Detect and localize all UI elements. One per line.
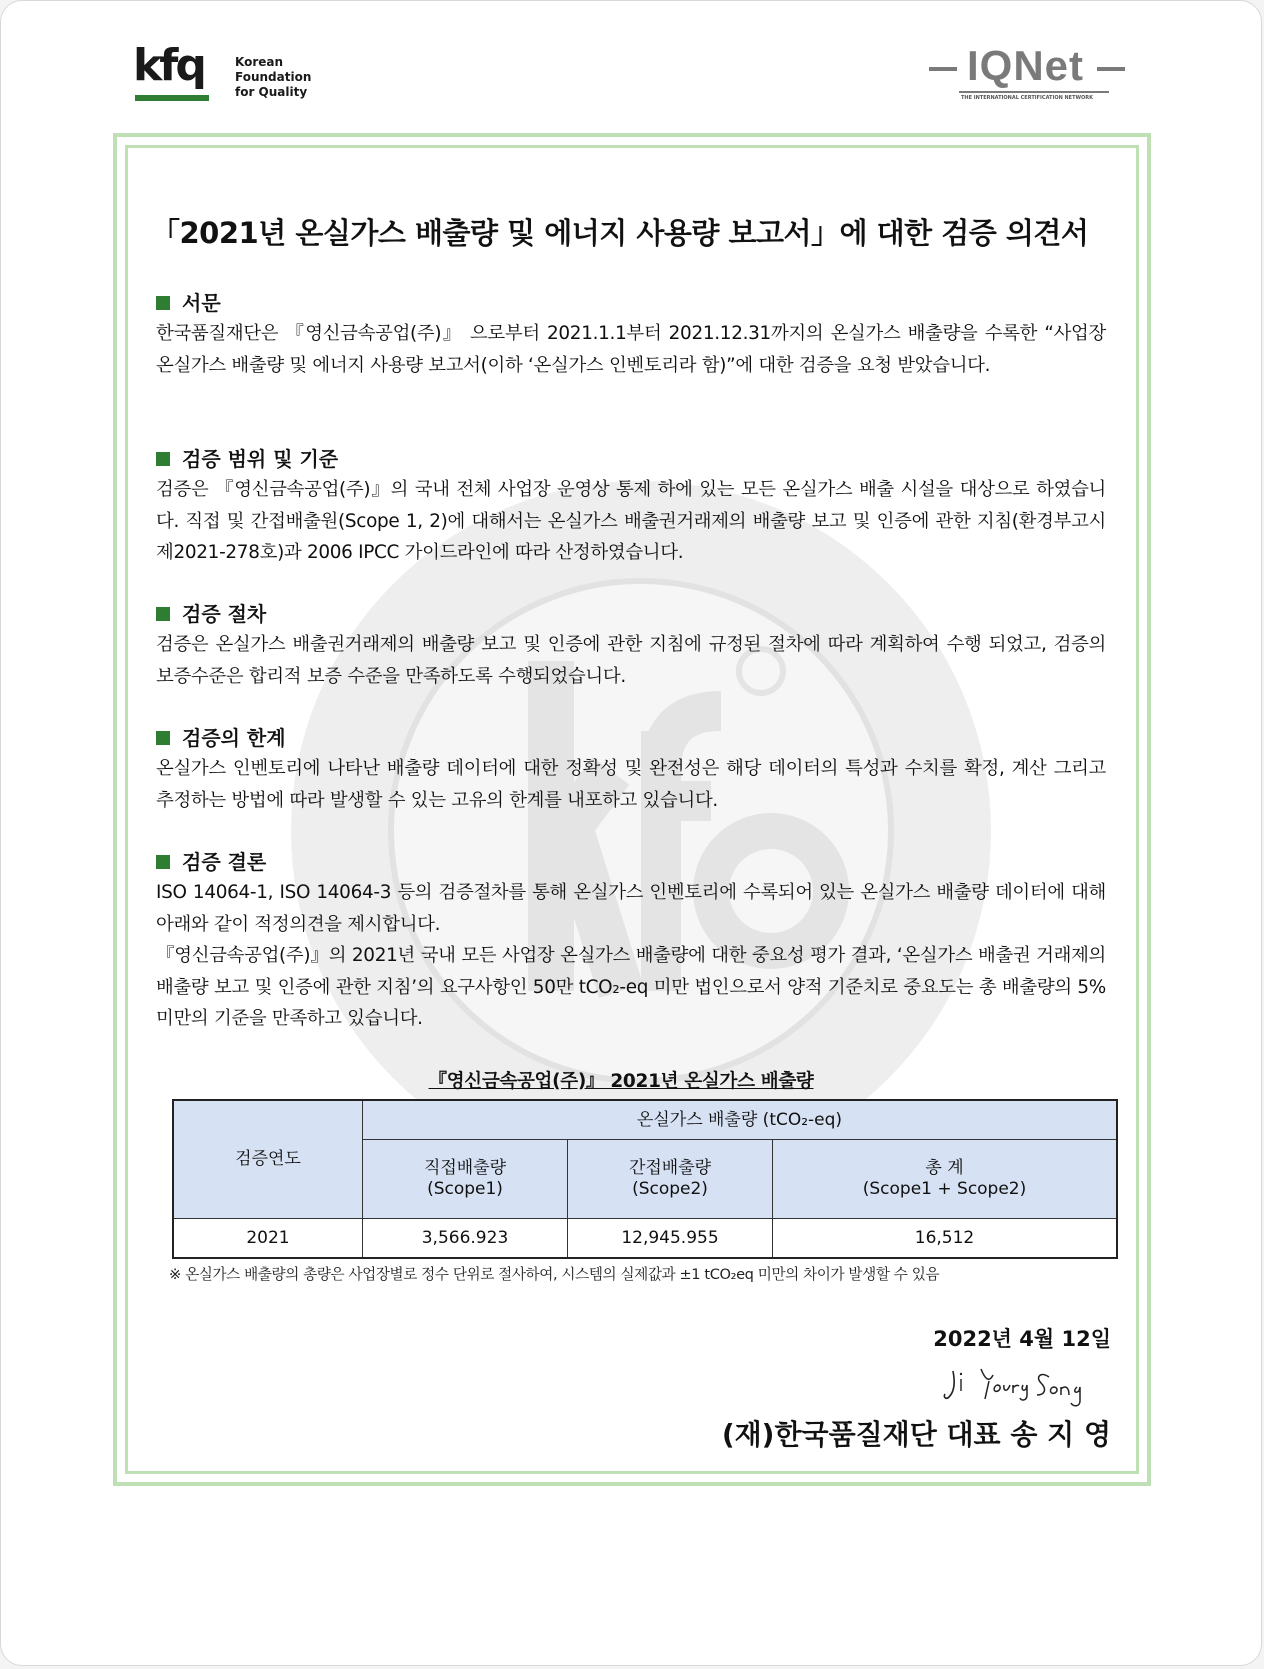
section-heading: [156, 599, 1106, 629]
kfq-logo-mark: kfq: [133, 40, 204, 91]
page-title: 「2021년 온실가스 배출량 및 에너지 사용량 보고서」에 대한 검증 의견서: [151, 216, 1089, 250]
iqnet-dash-left: [929, 67, 957, 71]
paragraph: 검증은 『영신금속공업(주)』의 국내 전체 사업장 운영상 통제 하에 있는 모든 온실가스 배출 시설을 대상으로 하였습니다. 직접 및 간접배출원(Scope 1, 2)에 대해서는 온실가스 배출권거래제의 배출량 보고 및 인증에 관한 지침(환경부고시 제2021-278호)과 2006 IPCC 가이드라인에 따라 산정하였습니다.: [156, 479, 1106, 563]
section-heading-text: 검증의 한계: [182, 726, 286, 750]
kfq-logo-text: [235, 55, 311, 100]
iqnet-logo: [929, 43, 1129, 109]
section-heading: [156, 288, 1106, 318]
paragraph: 검증은 온실가스 배출권거래제의 배출량 보고 및 인증에 관한 지침에 규정된 절차에 따라 계획하여 수행 되었고, 검증의 보증수준은 합리적 보증 수준을 만족하도록 수행되었습니다.: [156, 634, 1106, 687]
table-title: 『영신금속공업(주)』 2021년 온실가스 배출량: [428, 1071, 814, 1092]
total-header: [773, 1140, 1118, 1219]
header-line: 간접배출량: [628, 1158, 712, 1178]
paragraph: 온실가스 인벤토리에 나타난 배출량 데이터에 대한 정확성 및 완전성은 해당 데이터의 특성과 수치를 확정, 계산 그리고 추정하는 방법에 따라 발생할 수 있는 고유의 한계를 내포하고 있습니다.: [156, 758, 1106, 811]
header-line: (Scope1 + Scope2): [862, 1179, 1027, 1199]
section-procedure: [156, 599, 1106, 692]
kfq-name-line: Foundation: [235, 70, 312, 84]
kfq-name-line: for Quality: [235, 85, 308, 99]
section-body: [156, 753, 1106, 816]
section-scope: [156, 444, 1106, 569]
section-conclusion: [156, 847, 1106, 1035]
section-limitations: [156, 723, 1106, 816]
cell-direct: 3,566.923: [363, 1219, 568, 1259]
header-line: (Scope1): [427, 1179, 503, 1199]
bullet-square-icon: [156, 731, 170, 745]
section-heading-text: 검증 범위 및 기준: [182, 447, 339, 471]
issue-date: 2022년 4월 12일: [933, 1327, 1111, 1351]
section-body: [156, 629, 1106, 692]
direct-header: [363, 1140, 568, 1219]
kfq-name-line: Korean: [235, 55, 284, 69]
section-heading-text: 서문: [182, 291, 221, 315]
indirect-header: [568, 1140, 773, 1219]
year-header: 검증연도: [173, 1100, 363, 1219]
header-line: 직접배출량: [423, 1158, 507, 1178]
signatory: (재)한국품질재단 대표 송 지 영: [721, 1418, 1111, 1451]
section-heading-text: 검증 결론: [182, 850, 267, 874]
section-heading: [156, 444, 1106, 474]
section-heading: [156, 723, 1106, 753]
signature-image: [941, 1361, 1111, 1411]
group-header: 온실가스 배출량 (tCO₂-eq): [363, 1100, 1118, 1140]
section-intro: [156, 288, 1106, 381]
cell-total: 16,512: [773, 1219, 1118, 1259]
iqnet-dash-right: [1097, 67, 1125, 71]
section-body: [156, 318, 1106, 381]
header-line: (Scope2): [632, 1179, 708, 1199]
table-footnote: ※ 온실가스 배출량의 총량은 사업장별로 정수 단위로 절사하여, 시스템의 실제값과 ±1 tCO₂eq 미만의 차이가 발생할 수 있음: [169, 1266, 940, 1283]
section-heading: [156, 847, 1106, 877]
header-line: 총 계: [925, 1158, 964, 1178]
cell-year: 2021: [173, 1219, 363, 1259]
paragraph: 한국품질재단은 『영신금속공업(주)』 으로부터 2021.1.1부터 2021.12.31까지의 온실가스 배출량을 수록한 “사업장 온실가스 배출량 및 에너지 사용량 보고서(이하 ‘온실가스 인벤토리라 함)”에 대한 검증을 요청 받았습니다.: [156, 323, 1106, 376]
bullet-square-icon: [156, 296, 170, 310]
emissions-table: [172, 1099, 1118, 1259]
bullet-square-icon: [156, 607, 170, 621]
iqnet-underline: [959, 91, 1109, 93]
kfq-logo-bar: [135, 95, 209, 101]
cell-indirect: 12,945.955: [568, 1219, 773, 1259]
section-body: [156, 877, 1106, 1035]
paragraph: ISO 14064-1, ISO 14064-3 등의 검증절차를 통해 온실가스 인벤토리에 수록되어 있는 온실가스 배출량 데이터에 대해 아래와 같이 적정의견을 제시합니다.: [156, 882, 1106, 935]
table-row: [173, 1219, 1117, 1259]
bullet-square-icon: [156, 452, 170, 466]
iqnet-wordmark: IQNet: [967, 42, 1085, 89]
kfq-logo: [133, 41, 313, 111]
section-heading-text: 검증 절차: [182, 602, 267, 626]
paragraph: 『영신금속공업(주)』의 2021년 국내 모든 사업장 온실가스 배출량에 대한 중요성 평가 결과, ‘온실가스 배출권 거래제의 배출량 보고 및 인증에 관한 지침’의 요구사항인 50만 tCO₂-eq 미만 법인으로서 양적 기준치로 중요도는 총 배출량의 5% 미만의 기준을 만족하고 있습니다.: [156, 945, 1106, 1029]
iqnet-subtitle: THE INTERNATIONAL CERTIFICATION NETWORK: [961, 95, 1093, 101]
bullet-square-icon: [156, 855, 170, 869]
section-body: [156, 474, 1106, 569]
